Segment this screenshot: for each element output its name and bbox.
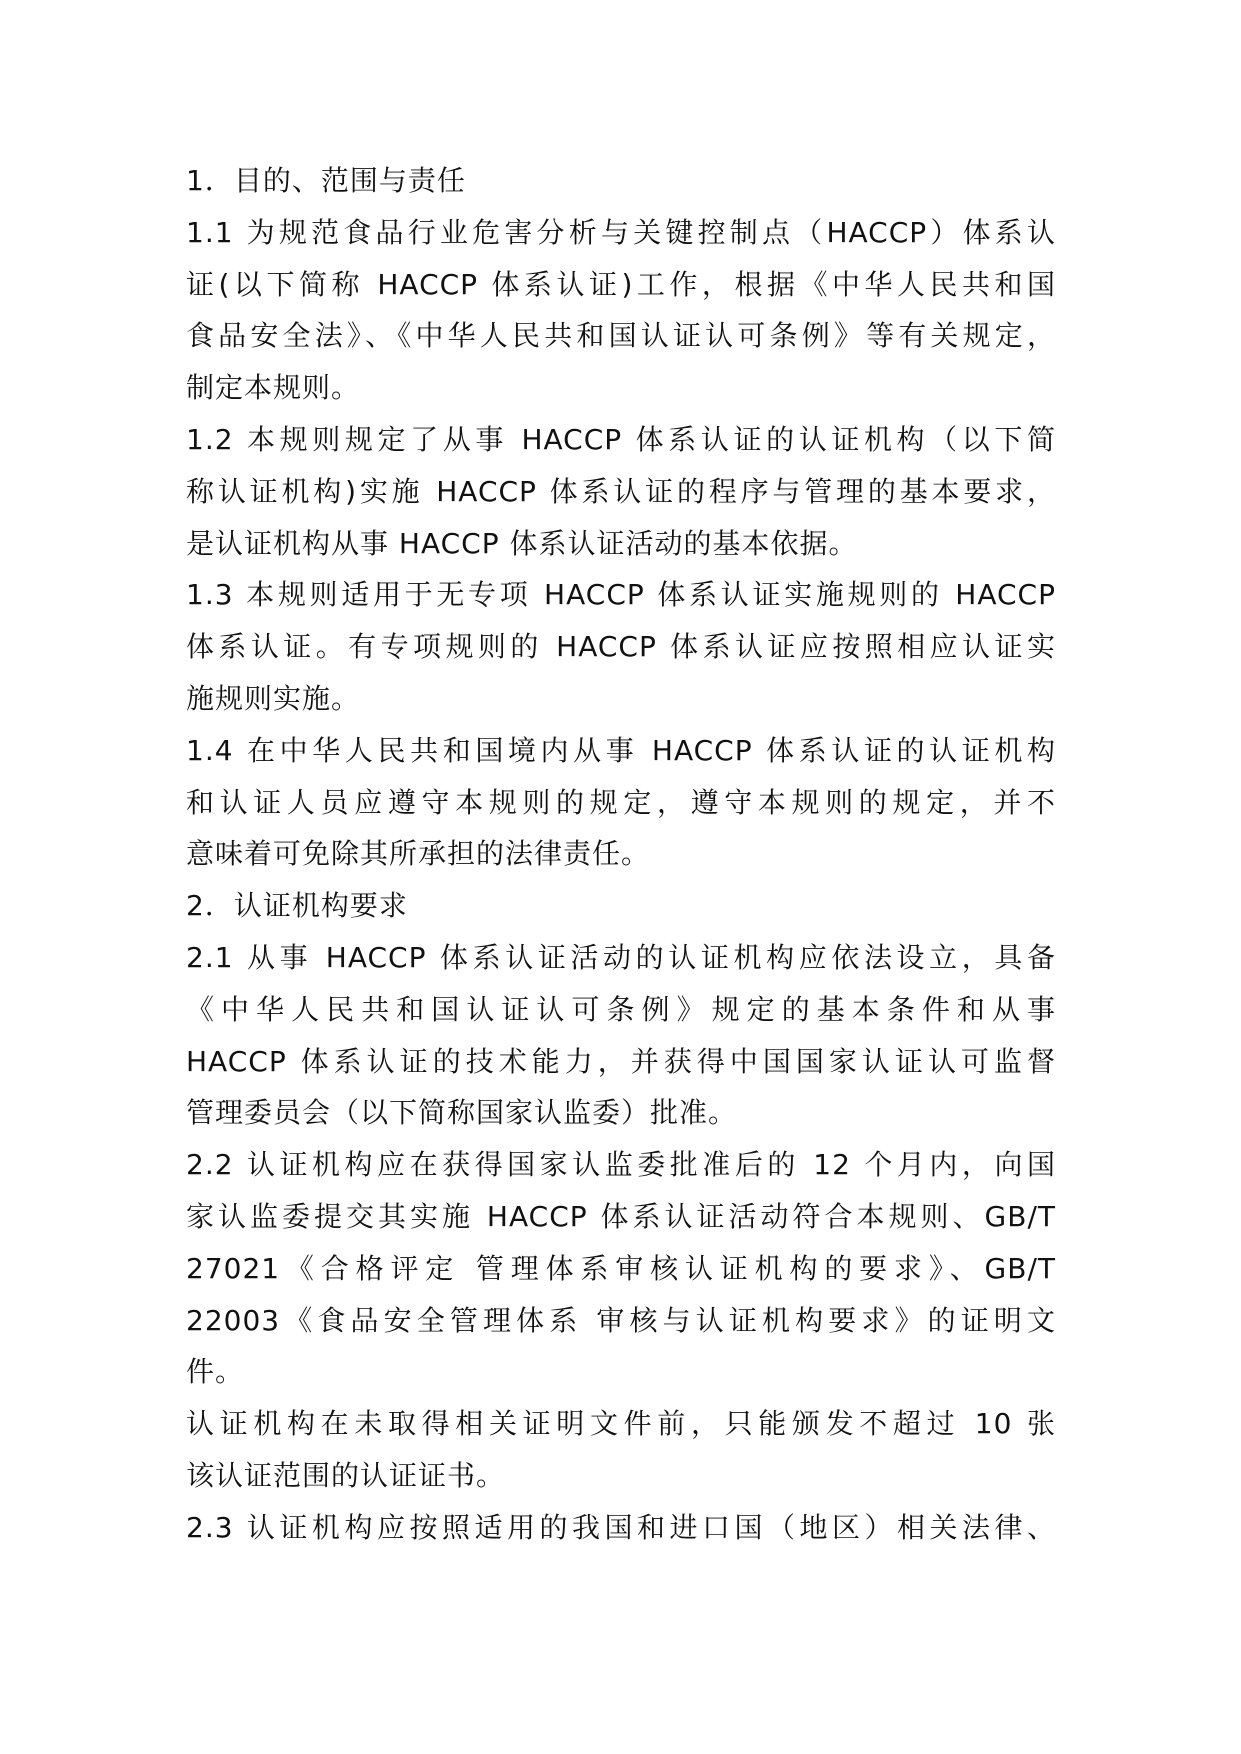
paragraph (186, 880, 1056, 932)
text-line: 家认监委提交其实施 HACCP 体系认证活动符合本规则、GB/T (186, 1199, 1056, 1233)
text-line: 称认证机构)实施 HACCP 体系认证的程序与管理的基本要求， (186, 474, 1056, 508)
paragraph (186, 1502, 1056, 1554)
text-line: 1.4 在中华人民共和国境内从事 HACCP 体系认证的认证机构 (186, 733, 1056, 767)
text-line: 1.1 为规范食品行业危害分析与关键控制点（HACCP）体系认 (186, 215, 1056, 249)
text-line: 1.3 本规则适用于无专项 HACCP 体系认证实施规则的 HACCP (186, 578, 1056, 612)
paragraph (186, 414, 1056, 569)
document-body (186, 155, 1056, 1554)
text-line: 2．认证机构要求 (186, 889, 408, 923)
paragraph (186, 1398, 1056, 1502)
paragraph (186, 207, 1056, 414)
text-line: 1．目的、范围与责任 (186, 164, 466, 197)
text-line: 22003《食品安全管理体系 审核与认证机构要求》的证明文 (186, 1303, 1056, 1337)
text-line: 施规则实施。 (186, 681, 361, 715)
paragraph (186, 725, 1056, 880)
text-line: 食品安全法》、《中华人民共和国认证认可条例》等有关规定， (186, 319, 1056, 353)
text-line: 管理委员会（以下简称国家认监委）批准。 (186, 1096, 738, 1130)
text-line: 证(以下简称 HACCP 体系认证)工作，根据《中华人民共和国 (186, 267, 1056, 301)
text-line: 认证机构在未取得相关证明文件前，只能颁发不超过 10 张 (186, 1407, 1056, 1441)
text-line: 2.3 认证机构应按照适用的我国和进口国（地区）相关法律、 (186, 1510, 1056, 1544)
paragraph (186, 569, 1056, 724)
text-line: 2.2 认证机构应在获得国家认监委批准后的 12 个月内，向国 (186, 1148, 1056, 1182)
paragraph (186, 155, 1056, 207)
text-line: 和认证人员应遵守本规则的规定，遵守本规则的规定，并不 (186, 785, 1056, 819)
text-line: 制定本规则。 (186, 371, 361, 405)
text-line: 《中华人民共和国认证认可条例》规定的基本条件和从事 (186, 992, 1056, 1026)
text-line: 27021《合格评定 管理体系审核认证机构的要求》、GB/T (186, 1251, 1056, 1285)
text-line: 1.2 本规则规定了从事 HACCP 体系认证的认证机构（以下简 (186, 422, 1056, 456)
paragraph (186, 932, 1056, 1139)
text-line: 体系认证。有专项规则的 HACCP 体系认证应按照相应认证实 (186, 630, 1056, 664)
text-line: 该认证范围的认证证书。 (186, 1458, 506, 1492)
text-line: HACCP 体系认证的技术能力，并获得中国国家认证认可监督 (186, 1044, 1056, 1078)
text-line: 2.1 从事 HACCP 体系认证活动的认证机构应依法设立，具备 (186, 940, 1056, 974)
text-line: 件。 (186, 1355, 245, 1389)
text-line: 是认证机构从事 HACCP 体系认证活动的基本依据。 (186, 526, 858, 560)
paragraph (186, 1139, 1056, 1398)
text-line: 意味着可免除其所承担的法律责任。 (186, 837, 651, 871)
